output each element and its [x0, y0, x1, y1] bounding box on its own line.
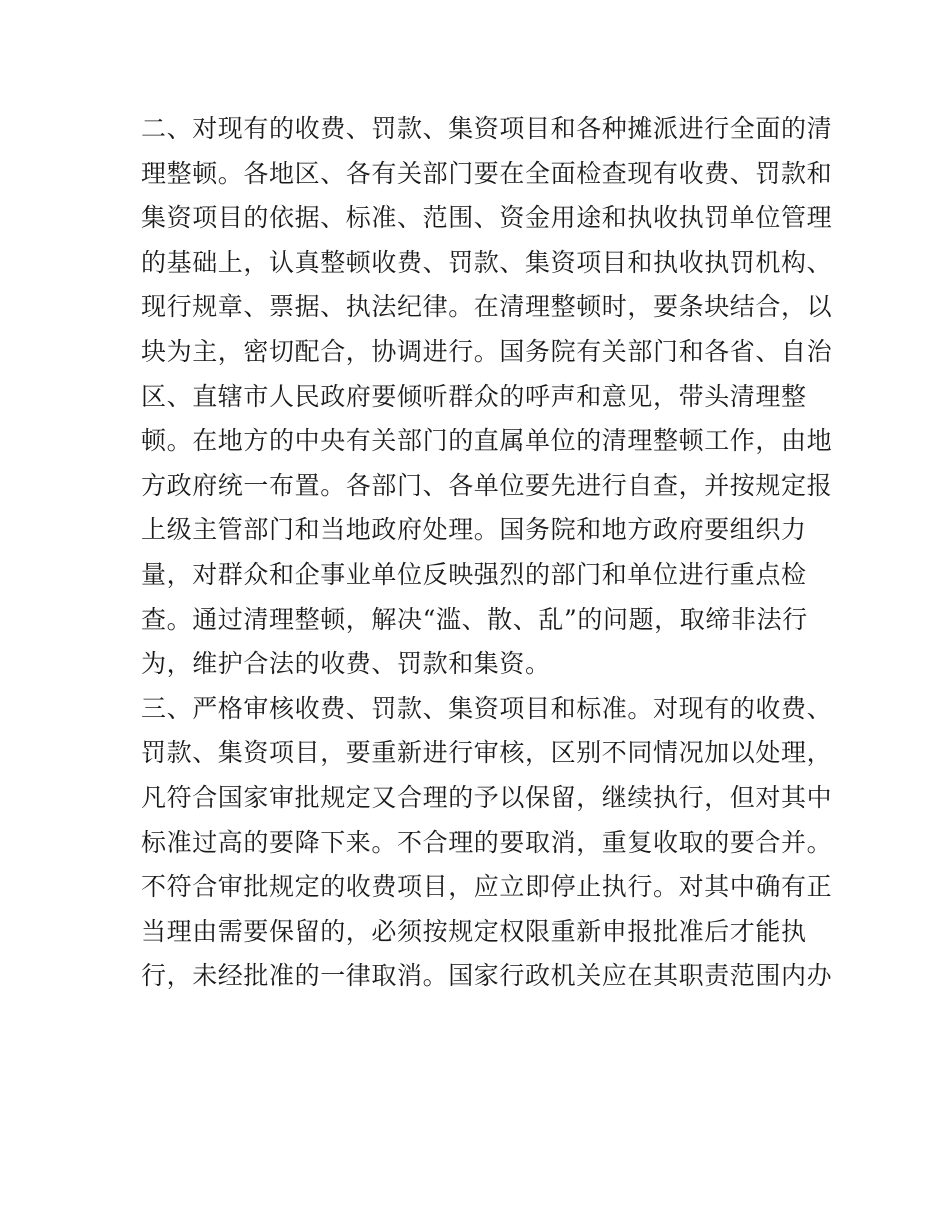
text-line: 集资项目的依据、标准、范围、资金用途和执收执罚单位管理	[141, 203, 833, 233]
text-line: 区、直辖市人民政府要倾听群众的呼声和意见，带头清理整	[141, 381, 807, 411]
text-line: 量，对群众和企事业单位反映强烈的部门和单位进行重点检	[141, 559, 807, 589]
text-line: 三、严格审核收费、罚款、集资项目和标准。对现有的收费、	[141, 693, 833, 723]
text-line: 行，未经批准的一律取消。国家行政机关应在其职责范围内办	[141, 961, 833, 991]
body-text	[141, 107, 833, 999]
text-line: 凡符合国家审批规定又合理的予以保留，继续执行，但对其中	[141, 782, 833, 812]
text-line: 不符合审批规定的收费项目，应立即停止执行。对其中确有正	[141, 872, 833, 902]
text-line: 标准过高的要降下来。不合理的要取消，重复收取的要合并。	[141, 827, 833, 857]
text-line: 块为主，密切配合，协调进行。国务院有关部门和各省、自治	[141, 336, 833, 366]
text-line: 查。通过清理整顿，解决“滥、散、乱”的问题，取缔非法行	[141, 604, 808, 634]
text-line: 方政府统一布置。各部门、各单位要先进行自查，并按规定报	[141, 470, 833, 500]
text-line: 二、对现有的收费、罚款、集资项目和各种摊派进行全面的清	[141, 114, 833, 143]
text-line: 罚款、集资项目，要重新进行审核，区别不同情况加以处理，	[141, 738, 833, 768]
text-line: 顿。在地方的中央有关部门的直属单位的清理整顿工作，由地	[141, 426, 833, 456]
text-line: 为，维护合法的收费、罚款和集资。	[141, 649, 551, 679]
text-line: 上级主管部门和当地政府处理。国务院和地方政府要组织力	[141, 515, 807, 545]
text-line: 理整顿。各地区、各有关部门要在全面检查现有收费、罚款和	[141, 158, 833, 188]
text-line: 当理由需要保留的，必须按规定权限重新申报批准后才能执	[141, 916, 807, 946]
text-line: 的基础上，认真整顿收费、罚款、集资项目和执收执罚机构、	[141, 247, 833, 277]
text-line: 现行规章、票据、执法纪律。在清理整顿时，要条块结合，以	[141, 292, 833, 322]
